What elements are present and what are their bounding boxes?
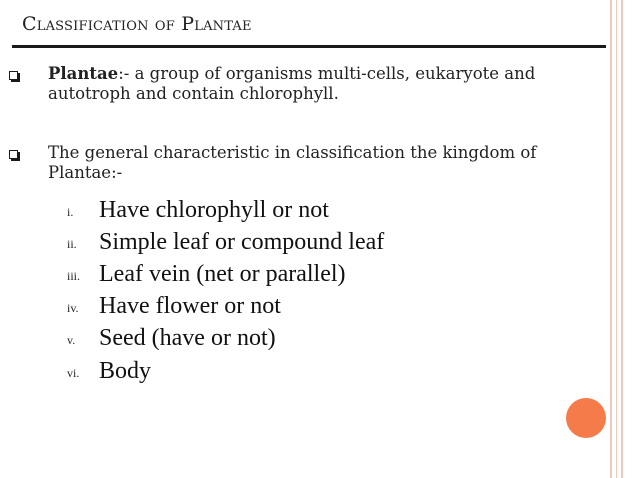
title-underline [12,45,606,48]
definition-paragraph [48,64,608,104]
decorative-vertical-line [616,0,617,478]
square-bullet-icon [9,150,18,159]
list-text: Seed (have or not) [99,325,276,351]
decorative-vertical-line [610,0,612,478]
slide-title: Classification of Plantae [22,13,252,35]
list-text: Have chlorophyll or not [99,197,329,223]
decorative-vertical-line [621,0,623,478]
list-number: ii. [67,237,77,251]
list-number: iv. [67,301,79,315]
orange-circle-decoration [566,398,606,438]
characteristics-intro: The general characteristic in classification the kingdom of Plantae:- [48,143,537,182]
list-item [67,353,517,385]
list-item [67,192,517,224]
list-text: Body [99,358,152,384]
list-item [67,288,517,320]
list-item [67,224,517,256]
list-text: Leaf vein (net or parallel) [99,261,346,287]
list-number: vi. [67,366,80,380]
list-text: Simple leaf or compound leaf [99,229,385,255]
definition-text: :- a group of organisms multi-cells, eukaryote and autotroph and contain chlorophyll. [48,64,536,103]
list-number: iii. [67,269,81,283]
list-item [67,320,517,352]
list-number: v. [67,333,76,347]
term-plantae: Plantae [48,64,119,83]
list-item [67,256,517,288]
list-number: i. [67,205,74,219]
list-text: Have flower or not [99,293,281,319]
square-bullet-icon [9,71,18,80]
